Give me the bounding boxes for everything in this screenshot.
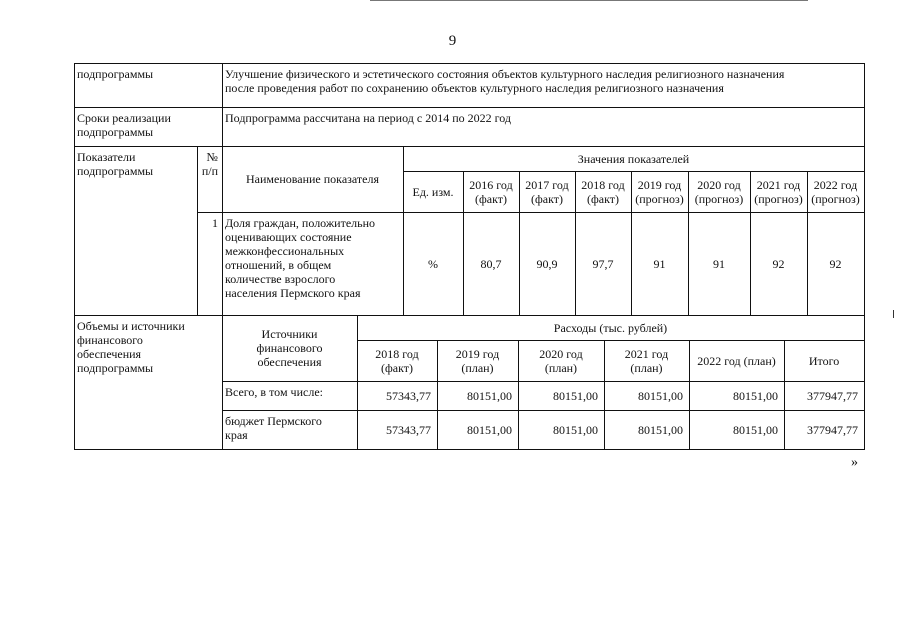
closing-quote: »	[851, 455, 858, 470]
finance-col-header-text: Итого	[808, 353, 840, 368]
year-header-text: (прогноз)	[694, 191, 744, 206]
finance-value	[437, 410, 518, 449]
row-label-indicators-text: Показатели	[77, 150, 136, 164]
indicator-name-text: межконфессиональных	[225, 244, 345, 258]
num-header	[197, 146, 222, 212]
indicator-value	[463, 212, 519, 315]
terms-text-text: Подпрограмма рассчитана на период с 2014 по 2022 год	[225, 111, 511, 125]
finance-value-text: 80151,00	[638, 422, 683, 437]
finance-row-label-text: бюджет Пермского	[225, 414, 322, 428]
year-header-text: 2018 год	[581, 177, 625, 192]
page-number: 9	[448, 33, 457, 49]
finance-value	[784, 381, 864, 410]
indicator-num-text: 1	[212, 216, 218, 230]
finance-value-text: 80151,00	[553, 422, 598, 437]
h-rule	[74, 449, 865, 450]
row-label-indicators-text: подпрограммы	[77, 164, 154, 178]
finance-value-text: 377947,77	[807, 388, 858, 403]
row-label-terms	[74, 107, 222, 146]
subprogram-goal-text: Улучшение физического и эстетического состояния объектов культурного наследия религиозного назначения	[225, 67, 785, 81]
finance-value	[518, 410, 604, 449]
finance-col-header	[518, 340, 604, 381]
row-label-terms-text: подпрограммы	[77, 125, 154, 139]
values-header	[403, 146, 864, 171]
expenses-header	[357, 315, 864, 340]
finance-value-text: 80151,00	[733, 422, 778, 437]
indicator-value	[631, 212, 688, 315]
finance-col-header	[604, 340, 689, 381]
finance-row-label	[222, 410, 357, 449]
row-label-finance-text: финансового	[77, 333, 143, 347]
source-header-text: Источники	[261, 327, 318, 341]
source-header	[222, 315, 357, 381]
finance-col-header-text: (план)	[461, 360, 494, 375]
finance-value	[518, 381, 604, 410]
finance-row-label-text: края	[225, 428, 248, 442]
finance-value	[437, 381, 518, 410]
indicator-name-text: населения Пермского края	[225, 286, 361, 300]
finance-value-text: 80151,00	[467, 422, 512, 437]
finance-value-text: 57343,77	[386, 422, 431, 437]
finance-col-header-text: (факт)	[380, 360, 413, 375]
indicator-name-header	[222, 146, 403, 212]
year-header	[575, 171, 631, 212]
indicator-name-text: отношений, в общем	[225, 258, 332, 272]
row-label-subprogram-text: подпрограммы	[77, 67, 154, 81]
finance-value	[689, 381, 784, 410]
year-header-text: (прогноз)	[635, 191, 684, 206]
finance-col-header	[784, 340, 864, 381]
indicator-value	[807, 212, 864, 315]
finance-col-header-text: 2021 год	[624, 346, 669, 361]
subprogram-goal-text: после проведения работ по сохранению объектов культурного наследия религиозного назначения	[225, 81, 724, 95]
source-header-text: обеспечения	[257, 355, 322, 369]
indicator-value-text: 91	[713, 256, 725, 271]
v-rule	[864, 63, 865, 450]
finance-col-header-text: 2018 год	[375, 346, 419, 361]
finance-col-header-text: 2022 год (план)	[697, 353, 776, 368]
indicator-unit	[403, 212, 463, 315]
finance-value-text: 80151,00	[553, 388, 598, 403]
indicator-name-text: оценивающих состояние	[225, 230, 352, 244]
row-label-finance-text: Объемы и источники	[77, 319, 185, 333]
margin-mark	[893, 310, 894, 318]
subprogram-goal	[222, 63, 864, 107]
unit-header-text: Ед. изм.	[412, 184, 454, 199]
year-header-text: 2020 год	[697, 177, 741, 192]
finance-value-text: 80151,00	[733, 388, 778, 403]
year-header	[519, 171, 575, 212]
indicator-value-text: 90,9	[536, 256, 558, 271]
finance-value	[357, 381, 437, 410]
indicator-num	[197, 212, 222, 315]
indicator-value	[575, 212, 631, 315]
finance-value	[604, 381, 689, 410]
finance-value	[357, 410, 437, 449]
finance-value-text: 377947,77	[807, 422, 858, 437]
finance-col-header-text: 2019 год	[455, 346, 500, 361]
year-header-text: 2021 год	[756, 177, 801, 192]
unit-header	[403, 171, 463, 212]
year-header-text: 2016 год	[469, 177, 513, 192]
finance-value	[689, 410, 784, 449]
year-header	[688, 171, 750, 212]
finance-col-header	[357, 340, 437, 381]
terms-text	[222, 107, 864, 146]
row-label-subprogram	[74, 63, 222, 107]
row-label-indicators	[74, 146, 197, 315]
num-header-text: №	[206, 150, 218, 164]
num-header-text: п/п	[201, 164, 218, 178]
indicator-value-text: 80,7	[480, 256, 502, 271]
expenses-header-text: Расходы (тыс. рублей)	[553, 320, 668, 335]
finance-row-label-text: Всего, в том числе:	[225, 385, 323, 399]
year-header	[463, 171, 519, 212]
indicator-name-header-text: Наименование показателя	[246, 172, 379, 186]
indicator-value	[519, 212, 575, 315]
indicator-value	[688, 212, 750, 315]
finance-col-header-text: (план)	[630, 360, 663, 375]
year-header-text: (факт)	[586, 191, 619, 206]
year-header-text: (прогноз)	[754, 191, 803, 206]
finance-col-header	[689, 340, 784, 381]
year-header	[631, 171, 688, 212]
indicator-name-text: количестве взрослого	[225, 272, 336, 286]
finance-row-label	[222, 381, 357, 410]
indicator-unit-text: %	[428, 256, 438, 271]
top-rule	[370, 0, 808, 1]
finance-value-text: 57343,77	[386, 388, 431, 403]
indicator-value-text: 91	[653, 256, 666, 271]
indicator-value	[750, 212, 807, 315]
indicator-name	[222, 212, 403, 315]
year-header-text: 2022 год	[813, 177, 858, 192]
finance-value	[784, 410, 864, 449]
year-header	[807, 171, 864, 212]
finance-value-text: 80151,00	[638, 388, 683, 403]
row-label-finance-text: подпрограммы	[77, 361, 154, 375]
year-header-text: (прогноз)	[811, 191, 860, 206]
year-header-text: (факт)	[474, 191, 507, 206]
row-label-finance	[74, 315, 222, 449]
indicator-name-text: Доля граждан, положительно	[225, 216, 376, 230]
indicator-value-text: 92	[829, 256, 842, 271]
year-header-text: 2017 год	[525, 177, 569, 192]
indicator-value-text: 92	[772, 256, 785, 271]
row-label-terms-text: Сроки реализации	[77, 111, 171, 125]
finance-col-header-text: (план)	[544, 360, 578, 375]
finance-col-header-text: 2020 год	[539, 346, 583, 361]
source-header-text: финансового	[256, 341, 323, 355]
finance-value-text: 80151,00	[467, 388, 512, 403]
row-label-finance-text: обеспечения	[77, 347, 142, 361]
year-header-text: (факт)	[530, 191, 563, 206]
indicator-value-text: 97,7	[592, 256, 614, 271]
finance-value	[604, 410, 689, 449]
year-header-text: 2019 год	[637, 177, 682, 192]
values-header-text: Значения показателей	[577, 151, 690, 166]
year-header	[750, 171, 807, 212]
finance-col-header	[437, 340, 518, 381]
